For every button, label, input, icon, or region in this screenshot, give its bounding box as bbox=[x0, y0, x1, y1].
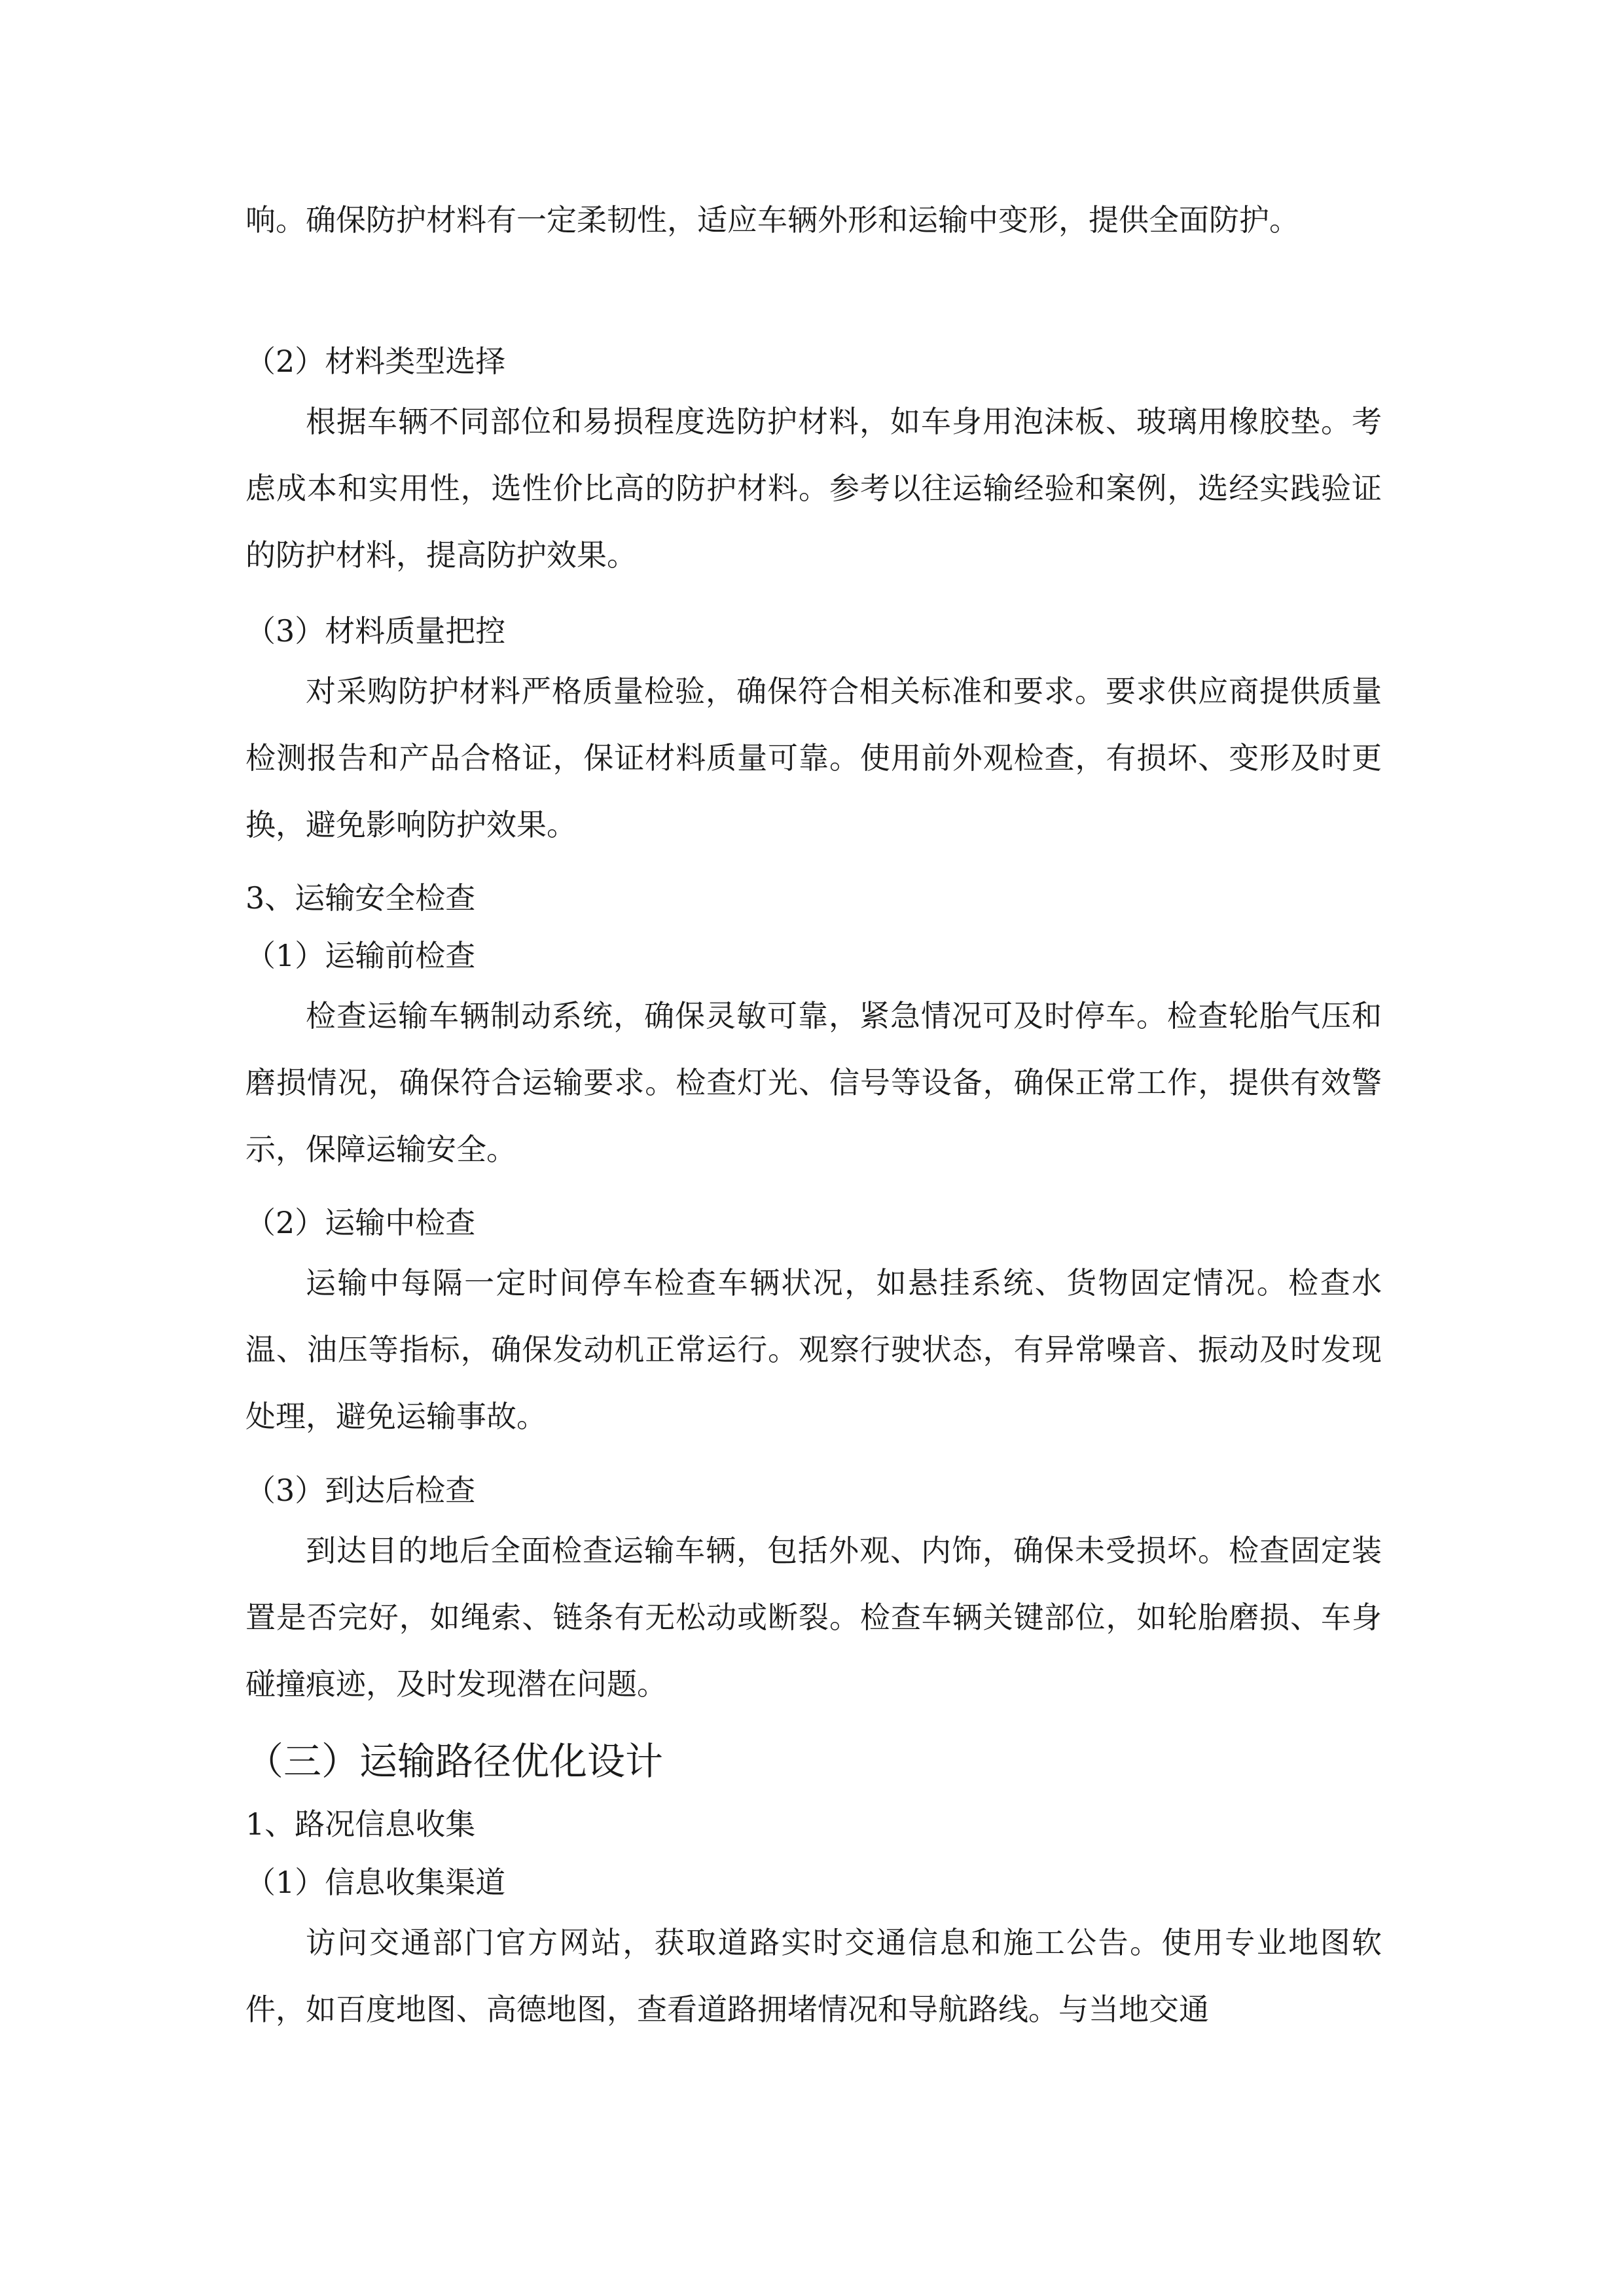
section-heading-route-optimization: （三）运输路径优化设计 bbox=[245, 1739, 664, 1784]
paragraph-material-quality-control: 对采购防护材料严格质量检验，确保符合相关标准和要求。要求供应商提供质量检测报告和产品合格证，保证材料质量可靠。使用前外观检查，有损坏、变形及时更换，避免影响防护效果。 bbox=[245, 673, 1382, 842]
paragraph-info-collection-channels: 访问交通部门官方网站，获取道路实时交通信息和施工公告。使用专业地图软件，如百度地图、高德地图，查看道路拥堵情况和导航路线。与当地交通 bbox=[245, 1925, 1382, 2027]
heading-transport-safety-check: 3、运输安全检查 bbox=[245, 880, 476, 916]
subheading-in-transit-check: （2）运输中检查 bbox=[245, 1205, 476, 1240]
paragraph-in-transit-check: 运输中每隔一定时间停车检查车辆状况，如悬挂系统、货物固定情况。检查水温、油压等指标，确保发动机正常运行。观察行驶状态，有异常噪音、振动及时发现处理，避免运输事故。 bbox=[245, 1265, 1382, 1434]
paragraph-pre-transport-check: 检查运输车辆制动系统，确保灵敏可靠，紧急情况可及时停车。检查轮胎气压和磨损情况，确保符合运输要求。检查灯光、信号等设备，确保正常工作，提供有效警示，保障运输安全。 bbox=[245, 998, 1382, 1167]
heading-road-info-collection: 1、路况信息收集 bbox=[245, 1806, 476, 1842]
subheading-material-quality-control: （3）材料质量把控 bbox=[245, 613, 506, 649]
paragraph-protection-flexibility: 响。确保防护材料有一定柔韧性，适应车辆外形和运输中变形，提供全面防护。 bbox=[245, 202, 1299, 238]
subheading-arrival-check: （3）到达后检查 bbox=[245, 1473, 476, 1508]
paragraph-arrival-check: 到达目的地后全面检查运输车辆，包括外观、内饰，确保未受损坏。检查固定装置是否完好，如绳索、链条有无松动或断裂。检查车辆关键部位，如轮胎磨损、车身碰撞痕迹，及时发现潜在问题。 bbox=[245, 1533, 1382, 1702]
paragraph-material-type-selection: 根据车辆不同部位和易损程度选防护材料，如车身用泡沫板、玻璃用橡胶垫。考虑成本和实用性，选性价比高的防护材料。参考以往运输经验和案例，选经实践验证的防护材料，提高防护效果。 bbox=[245, 404, 1382, 573]
subheading-info-collection-channels: （1）信息收集渠道 bbox=[245, 1865, 506, 1900]
subheading-material-type-selection: （2）材料类型选择 bbox=[245, 344, 506, 379]
subheading-pre-transport-check: （1）运输前检查 bbox=[245, 938, 476, 973]
